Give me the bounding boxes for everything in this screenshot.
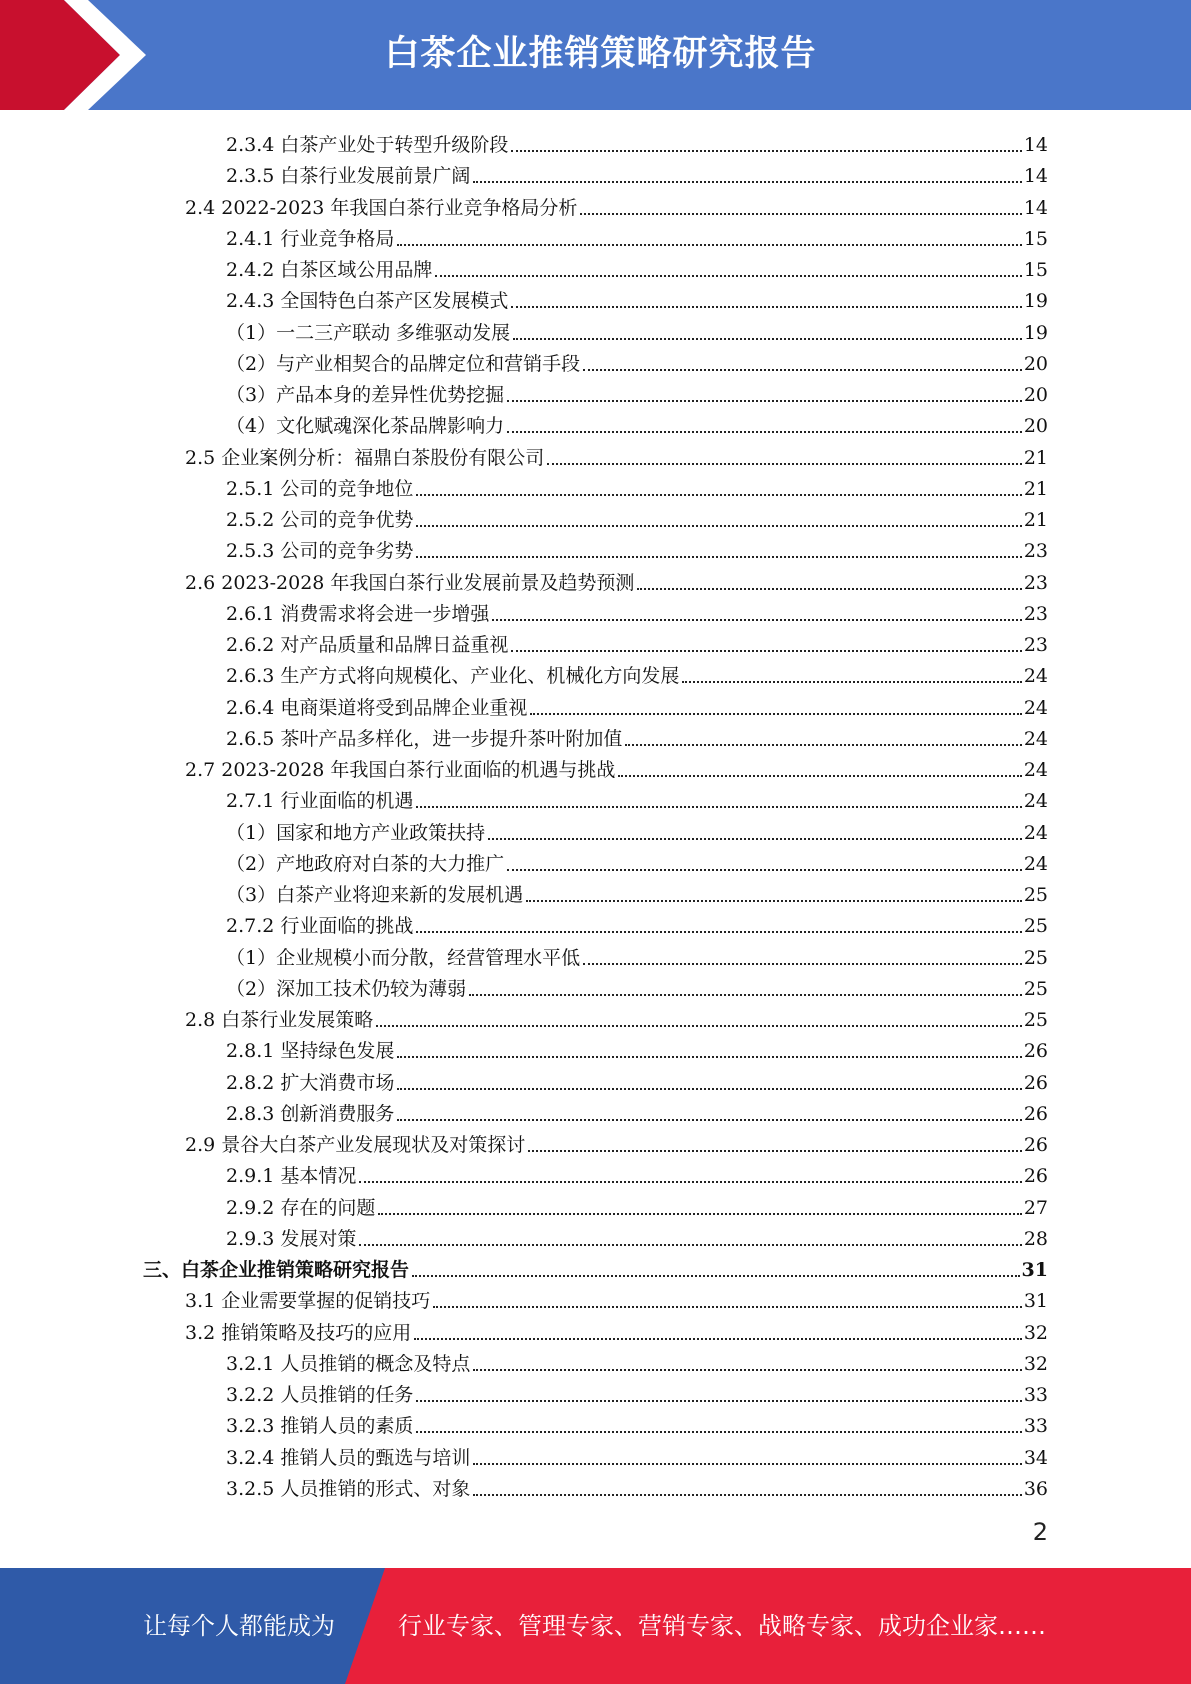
toc-entry-page: 20 [1023,384,1048,406]
toc-leader-dots [583,369,1022,371]
toc-entry[interactable] [226,1376,1048,1407]
toc-entry[interactable] [226,1064,1048,1095]
toc-entry-title: 2.4.2 白茶区域公用品牌 [226,259,433,281]
toc-entry[interactable] [226,532,1048,563]
toc-entry[interactable] [226,782,1048,813]
toc-entry-title: 2.5.1 公司的竞争地位 [226,477,414,500]
toc-leader-dots [580,213,1021,215]
toc-entry[interactable] [185,1126,1048,1157]
toc-entry-title: 2.6.3 生产方式将向规模化、产业化、机械化方向发展 [226,665,680,688]
toc-entry-title: 2.6.1 消费需求将会进一步增强 [226,602,490,625]
toc-entry-title: （1）一二三产联动 多维驱动发展 [226,321,511,344]
toc-entry-title: 2.3.5 白茶行业发展前景广阔 [226,165,471,188]
toc-leader-dots [416,931,1021,933]
toc-leader-dots [473,181,1021,183]
page-number: 2 [1032,1518,1048,1546]
toc-entry[interactable] [226,376,1048,407]
toc-leader-dots [397,1056,1021,1058]
toc-entry-title: （1）企业规模小而分散，经营管理水平低 [226,946,581,969]
toc-entry-title: 2.5 企业案例分析：福鼎白茶股份有限公司 [185,446,545,469]
toc-entry-page: 24 [1023,852,1048,875]
toc-entry-title: 2.7.2 行业面临的挑战 [226,915,414,938]
toc-entry-page: 33 [1023,1384,1048,1406]
toc-entry[interactable] [226,1345,1048,1376]
toc-entry[interactable] [226,126,1048,157]
toc-leader-dots [469,994,1022,996]
toc-leader-dots [488,838,1022,840]
toc-leader-dots [397,1088,1021,1090]
toc-leader-dots [511,150,1021,152]
toc-entry[interactable] [226,939,1048,970]
toc-entry-page: 31 [1023,1290,1048,1313]
toc-leader-dots [530,713,1021,715]
toc-entry-title: 2.7.1 行业面临的机遇 [226,790,414,813]
toc-leader-dots [507,869,1022,871]
toc-entry-page: 27 [1023,1196,1048,1219]
toc-entry[interactable] [226,845,1048,876]
toc-entry[interactable] [226,1470,1048,1501]
toc-entry-page: 23 [1023,540,1048,563]
toc-entry-page: 32 [1023,1321,1048,1344]
toc-entry-page: 25 [1023,915,1048,938]
toc-entry[interactable] [226,282,1048,313]
toc-entry-title: （2）与产业相契合的品牌定位和营销手段 [226,352,581,375]
toc-entry-page: 24 [1023,696,1048,719]
toc-entry-title: （4）文化赋魂深化茶品牌影响力 [226,415,505,438]
toc-entry-page: 32 [1023,1352,1048,1375]
toc-entry-page: 26 [1023,1102,1048,1125]
toc-entry-page: 20 [1023,352,1048,375]
toc-entry[interactable] [226,657,1048,688]
toc-entry[interactable] [226,407,1048,438]
toc-entry-page: 23 [1023,634,1048,656]
toc-entry-page: 15 [1023,227,1048,250]
toc-entry-page: 31 [1021,1259,1048,1281]
toc-leader-dots [511,650,1021,652]
toc-entry[interactable] [185,189,1048,220]
toc-leader-dots [435,275,1021,277]
toc-entry[interactable] [226,1189,1048,1220]
toc-entry-page: 21 [1023,509,1048,531]
toc-entry-title: 2.9.2 存在的问题 [226,1196,376,1219]
toc-entry[interactable] [226,970,1048,1001]
toc-entry[interactable] [226,689,1048,720]
toc-leader-dots [397,244,1021,246]
toc-entry[interactable] [226,501,1048,532]
toc-entry-page: 15 [1023,259,1048,281]
toc-entry-title: 2.6.4 电商渠道将受到品牌企业重视 [226,696,528,719]
toc-entry[interactable] [226,220,1048,251]
toc-entry[interactable] [185,1314,1048,1345]
page-header [0,0,1191,110]
toc-entry-page: 25 [1023,946,1048,969]
toc-entry-title: 2.8.2 扩大消费市场 [226,1071,395,1094]
toc-entry-page: 21 [1023,477,1048,500]
toc-leader-dots [473,1463,1021,1465]
toc-entry[interactable] [226,720,1048,751]
toc-leader-dots [526,900,1022,902]
toc-entry-title: 2.4 2022-2023 年我国白茶行业竞争格局分析 [185,196,578,219]
toc-entry-title: 3.2.1 人员推销的概念及特点 [226,1352,471,1375]
toc-leader-dots [682,681,1021,683]
toc-entry-title: 三、白茶企业推销策略研究报告 [143,1259,410,1281]
toc-leader-dots [416,1431,1021,1433]
toc-entry-page: 24 [1023,790,1048,813]
toc-leader-dots [359,1244,1021,1246]
toc-entry-title: 2.8.1 坚持绿色发展 [226,1040,395,1063]
toc-entry[interactable] [226,1407,1048,1438]
toc-entry-title: 2.4.3 全国特色白茶产区发展模式 [226,290,509,313]
toc-entry-title: 3.2.4 推销人员的甄选与培训 [226,1446,471,1469]
toc-leader-dots [528,1150,1022,1152]
toc-leader-dots [416,525,1021,527]
toc-entry-title: 2.6.2 对产品质量和品牌日益重视 [226,634,509,656]
toc-entry-title: （2）深加工技术仍较为薄弱 [226,977,467,1000]
toc-entry-page: 26 [1023,1165,1048,1188]
toc-entry-page: 26 [1023,1071,1048,1094]
toc-leader-dots [507,400,1022,402]
toc-entry-page: 14 [1023,165,1048,188]
toc-entry-title: 3.2 推销策略及技巧的应用 [185,1321,412,1344]
toc-leader-dots [473,1369,1021,1371]
toc-entry-page: 25 [1023,977,1048,1000]
toc-entry-title: 3.1 企业需要掌握的促销技巧 [185,1290,431,1313]
toc-entry[interactable] [226,345,1048,376]
toc-leader-dots [433,1306,1022,1308]
toc-entry-page: 23 [1023,602,1048,625]
toc-entry-page: 24 [1023,665,1048,688]
toc-leader-dots [416,806,1021,808]
toc-entry-page: 24 [1023,759,1048,781]
toc-entry[interactable] [226,157,1048,188]
toc-entry-page: 25 [1023,884,1048,906]
toc-entry-title: （1）国家和地方产业政策扶持 [226,821,486,844]
toc-entry[interactable] [226,1439,1048,1470]
toc-entry[interactable] [185,1282,1048,1313]
toc-entry[interactable] [226,314,1048,345]
toc-leader-dots [378,1213,1021,1215]
toc-entry-title: （3）白茶产业将迎来新的发展机遇 [226,884,524,906]
toc-leader-dots [359,1181,1021,1183]
toc-entry-title: 2.8.3 创新消费服务 [226,1102,395,1125]
toc-entry-page: 24 [1023,727,1048,750]
toc-entry-page: 19 [1023,321,1048,344]
toc-entry-title: 2.4.1 行业竞争格局 [226,227,395,250]
toc-entry-title: （2）产地政府对白茶的大力推广 [226,852,505,875]
toc-entry-title: 2.6.5 茶叶产品多样化，进一步提升茶叶附加值 [226,727,623,750]
toc-leader-dots [473,1494,1021,1496]
toc-leader-dots [416,1400,1021,1402]
toc-leader-dots [507,431,1022,433]
toc-entry[interactable] [185,439,1048,470]
toc-entry-title: 3.2.2 人员推销的任务 [226,1384,414,1406]
toc-leader-dots [511,306,1021,308]
toc-leader-dots [637,588,1021,590]
toc-leader-dots [412,1275,1020,1277]
toc-entry-page: 24 [1023,821,1048,844]
toc-entry-page: 14 [1023,134,1048,156]
toc-entry-page: 23 [1023,571,1048,594]
toc-entry[interactable] [185,564,1048,595]
toc-entry[interactable] [226,1032,1048,1063]
toc-entry-page: 19 [1023,290,1048,313]
toc-entry[interactable] [226,1220,1048,1251]
toc-entry-page: 14 [1023,196,1048,219]
toc-entry[interactable] [185,751,1048,782]
toc-leader-dots [414,1338,1022,1340]
toc-entry-title: 2.8 白茶行业发展策略 [185,1009,374,1031]
toc-leader-dots [416,556,1021,558]
toc-entry-title: 2.3.4 白茶产业处于转型升级阶段 [226,134,509,156]
footer-slogan-right: 行业专家、管理专家、营销专家、战略专家、成功企业家…… [398,1612,1046,1640]
toc-entry[interactable] [226,1095,1048,1126]
toc-entry-title: 3.2.3 推销人员的素质 [226,1415,414,1438]
toc-leader-dots [397,1119,1021,1121]
toc-leader-dots [583,963,1022,965]
toc-leader-dots [492,619,1021,621]
toc-entry[interactable] [226,876,1048,907]
toc-entry-page: 20 [1023,415,1048,438]
toc-entry[interactable] [226,595,1048,626]
toc-entry-title: 2.5.3 公司的竞争劣势 [226,540,414,563]
toc-entry[interactable] [226,1157,1048,1188]
toc-leader-dots [618,775,1021,777]
header-title: 白茶企业推销策略研究报告 [384,34,817,74]
toc-entry-title: 3.2.5 人员推销的形式、对象 [226,1477,471,1500]
toc-leader-dots [547,463,1022,465]
toc-entry[interactable] [226,814,1048,845]
toc-entry-title: 2.9.1 基本情况 [226,1165,357,1188]
toc-entry-page: 25 [1023,1009,1048,1031]
toc-entry-title: 2.7 2023-2028 年我国白茶行业面临的机遇与挑战 [185,759,616,781]
toc-entry-page: 28 [1023,1227,1048,1250]
toc-entry-title: （3）产品本身的差异性优势挖掘 [226,384,505,406]
toc-entry-title: 2.5.2 公司的竞争优势 [226,509,414,531]
toc-entry-page: 21 [1023,446,1048,469]
toc-leader-dots [416,494,1021,496]
page-footer [0,1568,1191,1684]
toc-entry[interactable] [226,626,1048,657]
toc-entry[interactable] [185,1001,1048,1032]
toc-entry[interactable] [226,907,1048,938]
toc-entry-page: 33 [1023,1415,1048,1438]
toc-entry[interactable] [143,1251,1048,1282]
toc-entry-page: 36 [1023,1477,1048,1500]
footer-slogan-left: 让每个人都能成为 [143,1612,335,1640]
toc-entry-page: 34 [1023,1446,1048,1469]
toc-entry-title: 2.6 2023-2028 年我国白茶行业发展前景及趋势预测 [185,571,635,594]
toc-entry-title: 2.9.3 发展对策 [226,1227,357,1250]
toc-leader-dots [513,338,1022,340]
toc-entry[interactable] [226,470,1048,501]
toc-entry-page: 26 [1023,1040,1048,1063]
toc-entry-page: 26 [1023,1134,1048,1156]
toc-leader-dots [376,1025,1022,1027]
toc-leader-dots [625,744,1021,746]
toc-entry-title: 2.9 景谷大白茶产业发展现状及对策探讨 [185,1134,526,1156]
toc-entry[interactable] [226,251,1048,282]
